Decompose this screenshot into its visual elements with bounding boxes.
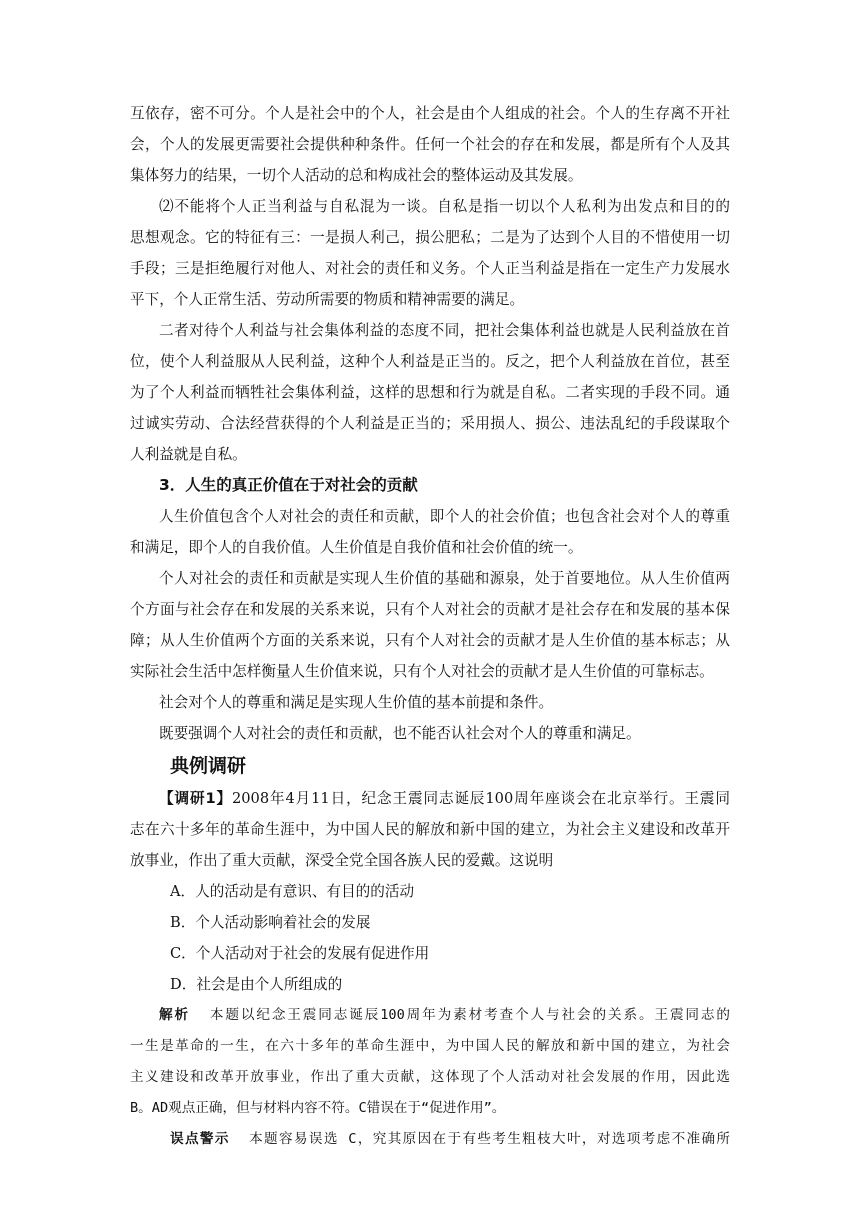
case-label: 【调研1】: [159, 790, 232, 807]
paragraph-balance: 既要强调个人对社会的责任和贡献，也不能否认社会对个人的尊重和满足。: [159, 725, 641, 742]
text-line: 会，个人的发展更需要社会提供种种条件。任何一个社会的存在和发展，都是所有个人及其: [130, 136, 730, 153]
case-text: 2008年4月11日，纪念王震同志诞辰100周年座谈会在北京举行。王震同: [231, 790, 730, 807]
analysis-text: 本题以纪念王震同志诞辰100周年为素材考查个人与社会的关系。王震同志的: [207, 1007, 730, 1023]
paragraph-individual-society: [130, 98, 730, 191]
warning-text: 本题容易误选 C，究其原因在于有些考生粗枝大叶，对选项考虑不准确所: [247, 1131, 730, 1147]
answer-options: [130, 876, 730, 1000]
text-line: 人生价值包含个人对社会的责任和贡献，即个人的社会价值；也包含社会对个人的尊重: [159, 508, 730, 525]
text-line: ⑵不能将个人正当利益与自私混为一谈。自私是指一切以个人私利为出发点和目的的: [159, 198, 730, 215]
text-line: 一生是革命的一生，在六十多年的革命生涯中，为中国人民的解放和新中国的建立，为社会: [130, 1038, 730, 1054]
text-line: 障；从人生价值两个方面的关系来说，只有个人对社会的贡献才是人生价值的基本标志；从: [130, 632, 730, 649]
text-line: 手段；三是拒绝履行对他人、对社会的责任和义务。个人正当利益是指在一定生产力发展水: [130, 260, 730, 277]
paragraph-life-value: [130, 501, 730, 563]
section-heading-3: 3．人生的真正价值在于对社会的贡献: [159, 476, 418, 494]
text-line: B。AD观点正确，但与材料内容不符。C错误在于“促进作用”。: [130, 1100, 506, 1116]
paragraph-attitude-difference: [130, 315, 730, 470]
text-line: 人利益就是自私。: [130, 446, 247, 463]
paragraph-selfishness: [130, 191, 730, 315]
text-line: 和满足，即个人的自我价值。人生价值是自我价值和社会价值的统一。: [130, 539, 583, 556]
text-line: 平下，个人正常生活、劳动所需要的物质和精神需要的满足。: [130, 291, 525, 308]
case-question: [130, 783, 730, 876]
error-warning: [130, 1124, 730, 1155]
section-title-typical-cases: 典例调研: [170, 755, 247, 777]
document-page: [130, 98, 730, 1155]
text-line: 二者对待个人利益与社会集体利益的态度不同，把社会集体利益也就是人民利益放在首: [159, 322, 730, 339]
text-line: [130, 1124, 730, 1155]
text-line: 个人对社会的责任和贡献是实现人生价值的基础和源泉，处于首要地位。从人生价值两: [159, 570, 730, 587]
text-line: 放事业，作出了重大贡献，深受全党全国各族人民的爱戴。这说明: [130, 852, 554, 869]
paragraph-respect: 社会对个人的尊重和满足是实现人生价值的基本前提和条件。: [159, 694, 554, 711]
analysis-label: 解析: [159, 1007, 190, 1023]
text-line: [130, 1000, 730, 1031]
text-line: 思想观念。它的特征有三：一是损人利己，损公肥私；二是为了达到个人目的不惜使用一切: [130, 229, 730, 246]
text-line: 志在六十多年的革命生涯中，为中国人民的解放和新中国的建立，为社会主义建设和改革开: [130, 821, 730, 838]
paragraph-contribution: [130, 563, 730, 687]
option-d: D．社会是由个人所组成的: [170, 976, 343, 993]
text-line: 过诚实劳动、合法经营获得的个人利益是正当的；采用损人、损公、违法乱纪的手段谋取个: [130, 415, 730, 432]
warning-label: 误点警示: [170, 1131, 230, 1147]
analysis: [130, 1000, 730, 1124]
text-line: 主义建设和改革开放事业，作出了重大贡献，这体现了个人活动对社会发展的作用，因此选: [130, 1069, 730, 1085]
text-line: [130, 783, 730, 814]
text-line: 集体努力的结果，一切个人活动的总和构成社会的整体运动及其发展。: [130, 167, 583, 184]
text-line: 位，使个人利益服从人民利益，这种个人利益是正当的。反之，把个人利益放在首位，甚至: [130, 353, 730, 370]
option-b: B．个人活动影响着社会的发展: [170, 914, 371, 931]
text-line: 个方面与社会存在和发展的关系来说，只有个人对社会的贡献才是社会存在和发展的基本保: [130, 601, 730, 618]
option-c: C．个人活动对于社会的发展有促进作用: [170, 945, 430, 962]
text-line: 为了个人利益而牺牲社会集体利益，这样的思想和行为就是自私。二者实现的手段不同。通: [130, 384, 730, 401]
text-line: 互依存，密不可分。个人是社会中的个人，社会是由个人组成的社会。个人的生存离不开社: [130, 105, 730, 122]
option-a: A．人的活动是有意识、有目的的活动: [170, 883, 415, 900]
text-line: 实际社会生活中怎样衡量人生价值来说，只有个人对社会的贡献才是人生价值的可靠标志。: [130, 663, 714, 680]
